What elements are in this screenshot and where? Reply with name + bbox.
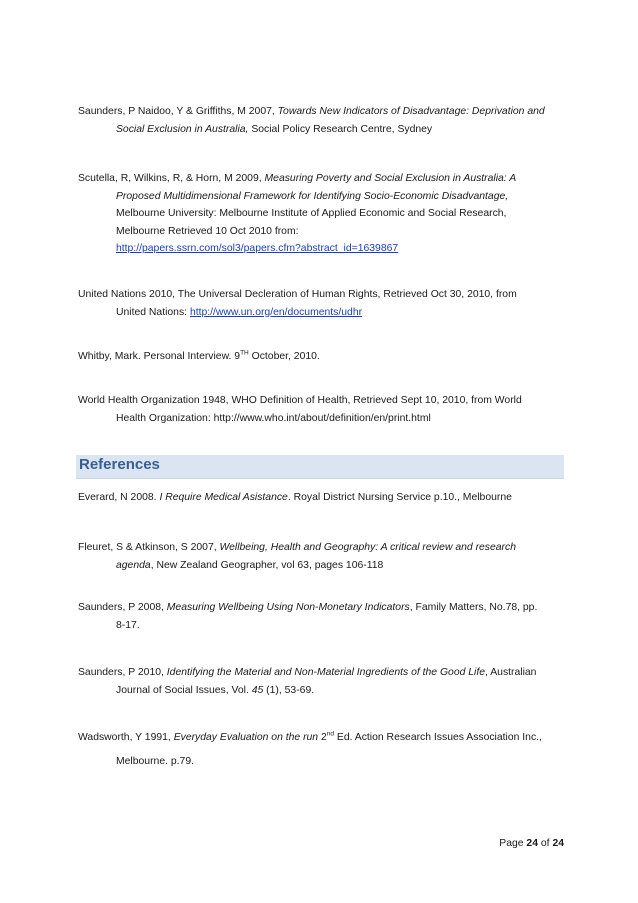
reference-line xyxy=(78,121,564,139)
reference-text: (1), 53-69. xyxy=(263,684,315,696)
of-label: of xyxy=(537,838,553,849)
page-number: 24 xyxy=(526,838,538,849)
reference-title: Towards New Indicators of Disadvantage: Deprivation and xyxy=(277,106,545,117)
reference-line xyxy=(78,753,564,771)
reference-title: agenda xyxy=(116,559,151,571)
reference-text: Wadsworth, Y 1991, xyxy=(78,732,174,743)
reference-text: . Royal District Nursing Service p.10., Melbourne xyxy=(287,492,512,503)
reference-title: Measuring Wellbeing Using Non-Monetary Indicators xyxy=(166,602,410,613)
reference-line xyxy=(78,170,564,188)
reference-entry xyxy=(78,286,564,321)
reference-text: Journal of Social Issues, Vol. xyxy=(116,684,252,696)
reference-line xyxy=(78,348,564,366)
reference-text: 8-17. xyxy=(116,619,140,631)
reference-entry xyxy=(78,170,564,258)
reference-text: , Australian xyxy=(485,667,537,678)
reference-text: United Nations: xyxy=(116,306,190,318)
reference-entry xyxy=(78,103,564,138)
references-heading xyxy=(76,455,564,479)
reference-entry xyxy=(78,348,564,366)
total-pages: 24 xyxy=(552,838,564,849)
reference-line xyxy=(78,489,564,507)
reference-text: Saunders, P 2010, xyxy=(78,667,167,678)
superscript: TH xyxy=(240,349,249,357)
reference-title: Measuring Poverty and Social Exclusion in Australia: A xyxy=(264,173,517,184)
reference-line xyxy=(78,539,564,557)
reference-line xyxy=(78,223,564,241)
reference-line xyxy=(78,617,564,635)
reference-text: Fleuret, S & Atkinson, S 2007, xyxy=(78,542,220,553)
reference-text: , Family Matters, No.78, pp. xyxy=(409,602,538,613)
reference-line xyxy=(78,664,564,682)
reference-title: Identifying the Material and Non-Material Ingredients of the Good Life xyxy=(166,667,486,678)
reference-text: Whitby, Mark. Personal Interview. 9 xyxy=(78,351,241,362)
reference-text: Saunders, P Naidoo, Y & Griffiths, M 2007, xyxy=(78,106,278,117)
reference-entry xyxy=(78,392,564,427)
reference-text: World Health Organization 1948, WHO Definition of Health, Retrieved Sept 10, 2010, from World xyxy=(78,395,522,406)
reference-text: 2 xyxy=(318,732,327,743)
reference-text: Health Organization: http://www.who.int/about/definition/en/print.html xyxy=(116,412,431,424)
page-footer xyxy=(468,838,564,849)
reference-text: Melbourne Retrieved 10 Oct 2010 from: xyxy=(116,225,299,237)
reference-link[interactable]: http://www.un.org/en/documents/udhr xyxy=(189,306,363,318)
reference-text: Melbourne University: Melbourne Institute of Applied Economic and Social Research, xyxy=(116,208,507,220)
superscript: nd xyxy=(326,730,334,738)
reference-link[interactable]: http://papers.ssrn.com/sol3/papers.cfm?abstract_id=1639867 xyxy=(116,243,399,255)
reference-line xyxy=(78,410,564,428)
reference-text: , New Zealand Geographer, vol 63, pages 106-118 xyxy=(150,559,384,571)
reference-line xyxy=(78,240,564,258)
reference-text: Ed. Action Research Issues Association Inc., xyxy=(334,732,542,743)
reference-text: Saunders, P 2008, xyxy=(78,602,167,613)
page-label: Page xyxy=(499,838,527,849)
reference-line xyxy=(78,103,564,121)
reference-title: Social Exclusion in Australia, xyxy=(116,123,249,135)
reference-text: Social Policy Research Centre, Sydney xyxy=(248,123,433,135)
reference-title: Wellbeing, Health and Geography: A critical review and research xyxy=(219,542,516,553)
reference-line xyxy=(78,205,564,223)
reference-title: 45 xyxy=(251,684,264,696)
reference-title: I Require Medical Asistance xyxy=(159,492,288,503)
reference-line xyxy=(78,682,564,700)
reference-text: United Nations 2010, The Universal Decleration of Human Rights, Retrieved Oct 30, 2010, from xyxy=(78,289,517,300)
reference-text: Scutella, R, Wilkins, R, & Horn, M 2009, xyxy=(78,173,265,184)
reference-title: Proposed Multidimensional Framework for Identifying Socio-Economic Disadvantage, xyxy=(116,190,509,202)
reference-line xyxy=(78,599,564,617)
reference-entry xyxy=(78,489,564,507)
reference-text: Everard, N 2008. xyxy=(78,492,160,503)
reference-text: Melbourne. p.79. xyxy=(116,755,194,767)
reference-line xyxy=(78,286,564,304)
reference-entry xyxy=(78,599,564,634)
reference-entry xyxy=(78,539,564,574)
reference-line xyxy=(78,304,564,322)
reference-entry xyxy=(78,664,564,699)
reference-entry xyxy=(78,729,564,770)
reference-line xyxy=(78,392,564,410)
reference-line xyxy=(78,188,564,206)
reference-line xyxy=(78,729,564,747)
reference-title: Everyday Evaluation on the run xyxy=(173,732,319,743)
reference-line xyxy=(78,557,564,575)
reference-text: October, 2010. xyxy=(248,351,320,362)
section-heading-text: References xyxy=(79,456,160,473)
